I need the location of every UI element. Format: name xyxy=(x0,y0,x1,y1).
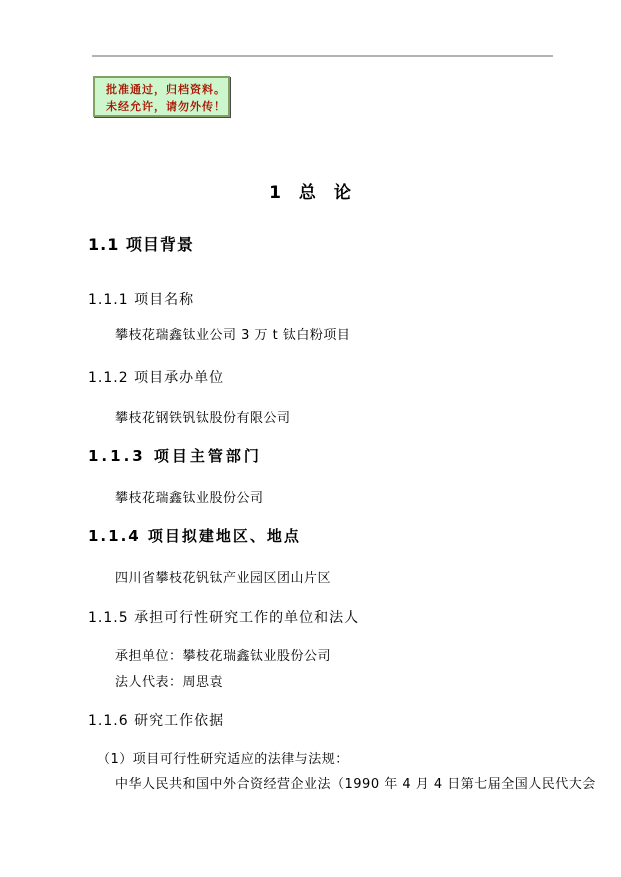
approval-stamp xyxy=(93,76,230,117)
para-legal-rep: 法人代表：周思袁 xyxy=(115,675,224,690)
para-basis-law: 中华人民共和国中外合资经营企业法（1990 年 4 月 4 日第七届全国人民代大会 xyxy=(115,777,596,792)
heading-1-1-3-supervising-dept: 1.1.3 项目主管部门 xyxy=(88,447,262,465)
heading-1-1-5-feasibility-unit: 1.1.5 承担可行性研究工作的单位和法人 xyxy=(88,610,360,626)
stamp-line-1: 批准通过，归档资料。 xyxy=(106,83,226,96)
header-divider xyxy=(92,55,553,57)
para-basis-intro: （1）项目可行性研究适应的法律与法规： xyxy=(97,752,349,767)
para-location: 四川省攀枝花钒钛产业园区团山片区 xyxy=(115,571,332,586)
stamp-line-2: 未经允许，请勿外传！ xyxy=(106,100,226,113)
chapter-title: 1 总 论 xyxy=(269,183,352,203)
para-undertaking-unit: 攀枝花钢铁钒钛股份有限公司 xyxy=(115,411,291,426)
para-project-name: 攀枝花瑞鑫钛业公司 3 万 t 钛白粉项目 xyxy=(115,328,351,343)
para-fs-unit: 承担单位：攀枝花瑞鑫钛业股份公司 xyxy=(115,649,332,664)
heading-1-1-project-background: 1.1 项目背景 xyxy=(88,235,194,254)
heading-1-1-6-research-basis: 1.1.6 研究工作依据 xyxy=(88,713,225,729)
heading-1-1-1-project-name: 1.1.1 项目名称 xyxy=(88,292,195,308)
para-supervising-dept: 攀枝花瑞鑫钛业股份公司 xyxy=(115,491,264,506)
heading-1-1-4-location: 1.1.4 项目拟建地区、地点 xyxy=(88,527,301,545)
heading-1-1-2-undertaking-unit: 1.1.2 项目承办单位 xyxy=(88,370,225,386)
